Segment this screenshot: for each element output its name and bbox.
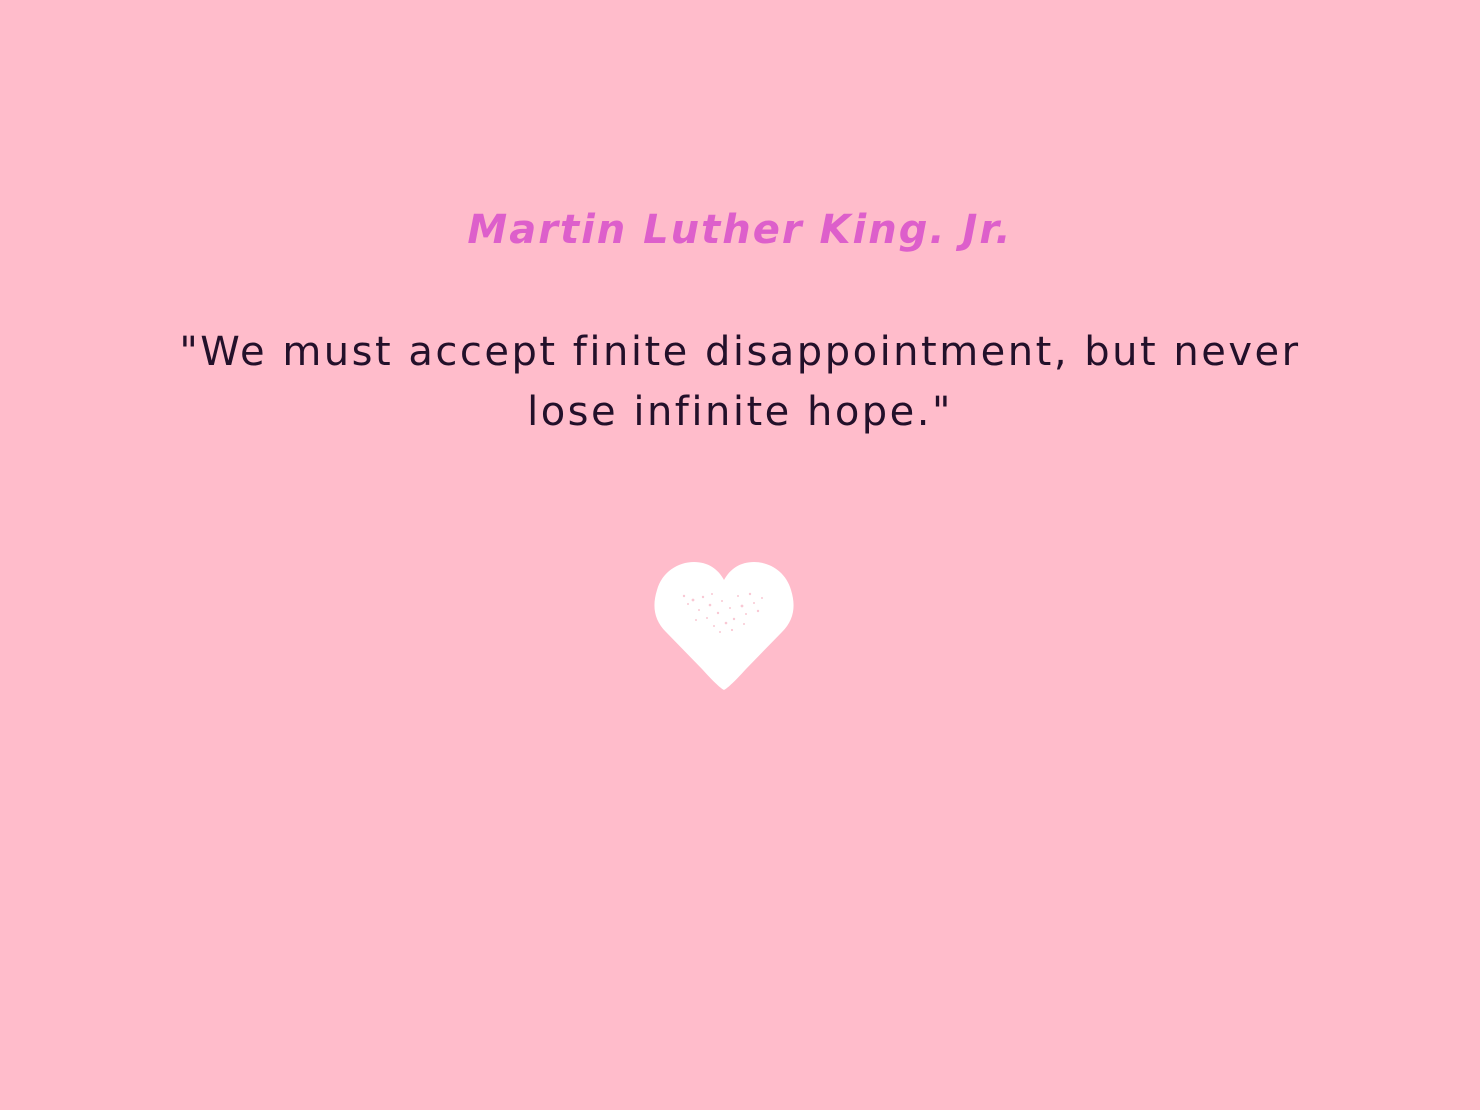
quote-text: "We must accept finite disappointment, but never lose infinite hope." [179,329,1301,435]
heart-icon[interactable] [652,560,796,694]
quote-author: Martin Luther King. Jr. [467,207,1013,253]
